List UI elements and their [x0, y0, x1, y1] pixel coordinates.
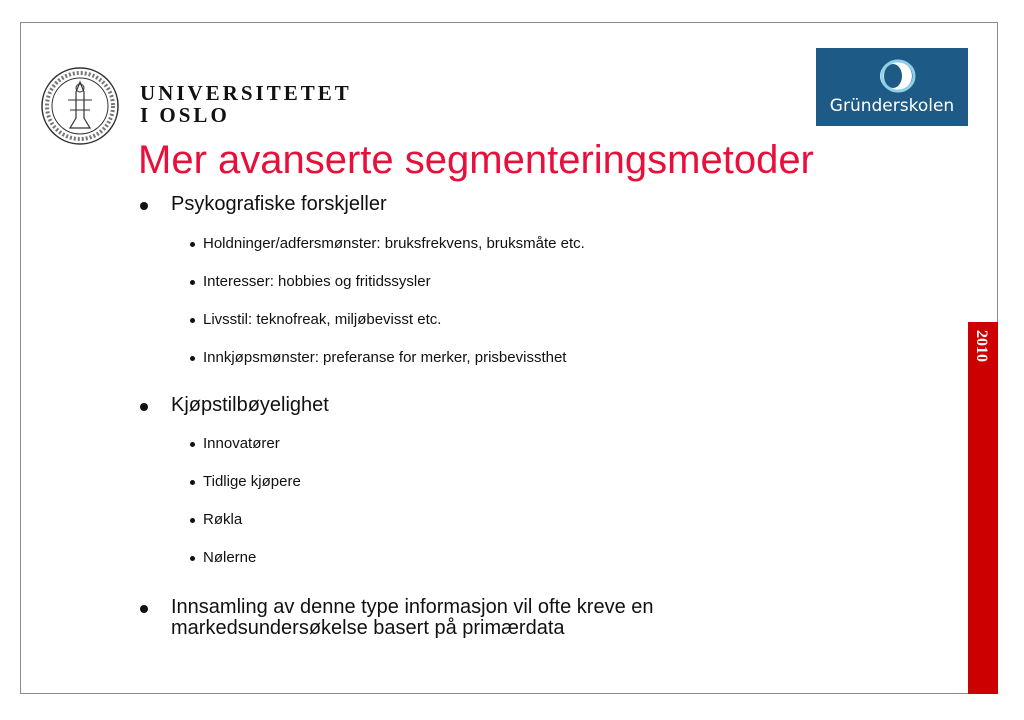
bullet-text-line2: markedsundersøkelse basert på primærdata [171, 617, 565, 639]
sub-bullet-text: Tidlige kjøpere [203, 473, 301, 490]
bullet-text: Kjøpstilbøyelighet [171, 394, 329, 416]
sub-bullet-dot [190, 356, 195, 361]
year-label: 2010 [973, 330, 990, 362]
sub-bullet-dot [190, 280, 195, 285]
bullet-text: Psykografiske forskjeller [171, 193, 387, 215]
logo-mark-icon [876, 58, 916, 94]
sub-bullet-dot [190, 480, 195, 485]
sub-bullet-dot [190, 556, 195, 561]
sub-bullet-text: Innovatører [203, 435, 280, 452]
sub-bullet-text: Holdninger/adfersmønster: bruksfrekvens, bruksmåte etc. [203, 235, 585, 252]
sub-bullet-text: Interesser: hobbies og fritidssysler [203, 273, 431, 290]
bullet-dot [140, 202, 148, 210]
sub-bullet-dot [190, 318, 195, 323]
logo-text: Gründerskolen [829, 96, 955, 116]
sub-bullet-dot [190, 518, 195, 523]
sub-bullet-text: Nølerne [203, 549, 257, 566]
bullet-dot [140, 403, 148, 411]
grunderskolen-logo [816, 48, 968, 126]
sub-bullet-dot [190, 442, 195, 447]
sub-bullet-text: Røkla [203, 511, 243, 528]
university-seal-icon [40, 66, 120, 146]
bullet-text-line1: Innsamling av denne type informasjon vil ofte kreve en [171, 596, 654, 618]
university-name-line1: UNIVERSITETET [140, 81, 352, 105]
sub-bullet-dot [190, 242, 195, 247]
slide-title: Mer avanserte segmenteringsmetoder [138, 138, 814, 182]
university-name-line2: I OSLO [140, 103, 230, 127]
sub-bullet-text: Livsstil: teknofreak, miljøbevisst etc. [203, 311, 442, 328]
sub-bullet-text: Innkjøpsmønster: preferanse for merker, prisbevissthet [203, 349, 567, 366]
bullet-dot [140, 605, 148, 613]
